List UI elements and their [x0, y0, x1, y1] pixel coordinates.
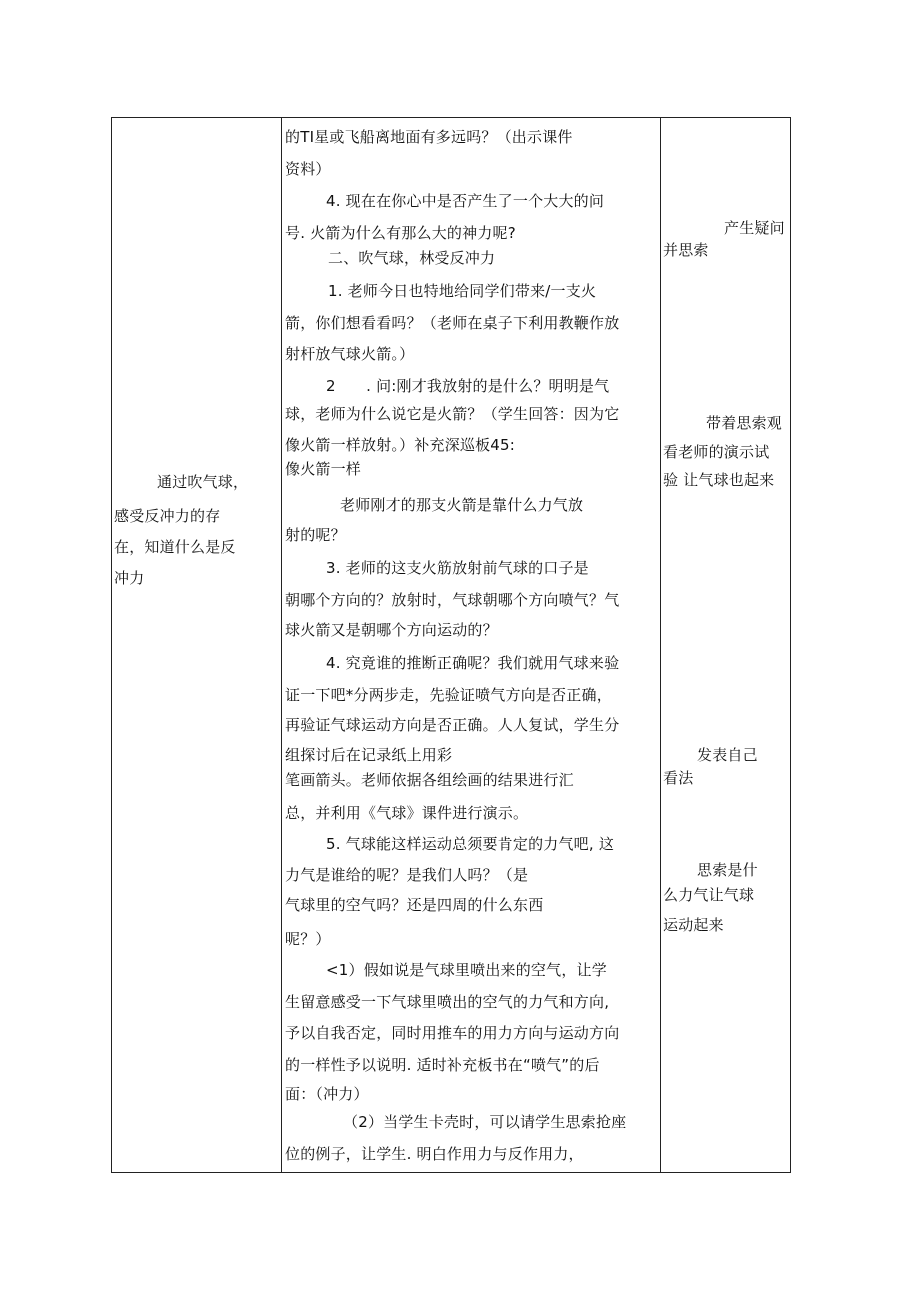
student-line: 验 让气球也起来: [663, 471, 775, 489]
activity-line: 4. 现在在你心中是否产生了一个大大的问: [326, 192, 605, 210]
activity-line: 号. 火箭为什么有那么大的神力呢?: [285, 224, 516, 242]
student-line: 么力气让气球: [663, 886, 755, 904]
student-line: 看老师的演示试: [663, 443, 770, 461]
activity-line: 力气是谁给的呢？是我们人吗？（是: [285, 866, 529, 884]
lesson-table: [111, 117, 791, 1173]
goal-line: 通过吹气球，: [157, 473, 249, 491]
goal-line: 在，知道什么是反: [114, 538, 236, 556]
activity-line: 位的例子，让学生. 明白作用力与反作用力，: [285, 1145, 584, 1163]
activity-line: 像火箭一样: [285, 460, 362, 478]
activity-line: 射杆放气球火箭。）: [285, 345, 415, 363]
activity-line: 笔画箭头。老师依据各组绘画的结果进行汇: [285, 771, 574, 789]
student-line: 看法: [663, 769, 694, 787]
column-divider: [281, 117, 282, 1173]
activity-line: 的TI星或飞船离地面有多远吗？（出示课件: [285, 128, 573, 146]
activity-line: 总，并利用《气球》课件进行演示。: [285, 804, 529, 822]
activity-line: 再验证气球运动方向是否正确。人人复试，学生分: [285, 716, 620, 734]
activity-line: 朝哪个方向的？放射时，气球朝哪个方向喷气？气: [285, 591, 620, 609]
column-divider: [660, 117, 661, 1173]
activity-line: 1. 老师今日也特地给同学们带来/一支火: [328, 282, 597, 300]
activity-line: 的一样性予以说明. 适时补充板书在“喷气”的后: [285, 1056, 600, 1074]
activity-line: 射的呢？: [285, 526, 346, 544]
section-heading: 二、吹气球，林受反冲力: [328, 249, 496, 267]
activity-line: 5. 气球能这样运动总须要肯定的力气吧, 这: [326, 835, 615, 853]
activity-line: （2）当学生卡壳时，可以请学生思索抢座: [343, 1113, 627, 1131]
activity-line: 予以自我否定，同时用推车的用力方向与运动方向: [285, 1024, 620, 1042]
activity-line: 像火箭一样放射。）补充深巡板45:: [285, 436, 516, 454]
activity-line: 3. 老师的这支火筋放射前气球的口子是: [326, 559, 589, 577]
student-line: 并思索: [663, 241, 709, 259]
activity-line: 证一下吧*分两步走，先验证喷气方向是否正确，: [285, 686, 612, 704]
activity-line: 2 . 问:刚才我放射的是什么？明明是气: [326, 377, 610, 395]
activity-line: 面：（冲力）: [285, 1085, 369, 1103]
student-line: 产生疑问: [724, 219, 785, 237]
activity-line: 组探讨后在记录纸上用彩: [285, 746, 453, 764]
activity-line: 资料）: [285, 160, 331, 178]
activity-line: <1）假如说是气球里喷出来的空气，让学: [326, 961, 607, 979]
activity-line: 4. 究竟谁的推断正确呢？我们就用气球来验: [326, 654, 620, 672]
activity-line: 呢？）: [285, 930, 331, 948]
goal-line: 感受反冲力的存: [114, 507, 221, 525]
activity-line: 气球里的空气吗？还是四周的什么东西: [285, 896, 544, 914]
student-line: 带着思索观: [706, 414, 783, 432]
activity-line: 球火箭又是朝哪个方向运动的？: [285, 621, 498, 639]
activity-line: 球，老师为什么说它是火箭？（学生回答：因为它: [285, 405, 620, 423]
student-line: 思索是什: [697, 861, 758, 879]
goal-line: 冲力: [114, 569, 145, 587]
activity-line: 箭，你们想看看吗？（老师在桌子下利用教鞭作放: [285, 314, 620, 332]
student-line: 发表自己: [697, 746, 758, 764]
activity-line: 老师刚才的那支火箭是靠什么力气放: [340, 496, 584, 514]
activity-line: 生留意感受一下气球里喷出的空气的力气和方向,: [285, 993, 610, 1011]
student-line: 运动起来: [663, 916, 724, 934]
